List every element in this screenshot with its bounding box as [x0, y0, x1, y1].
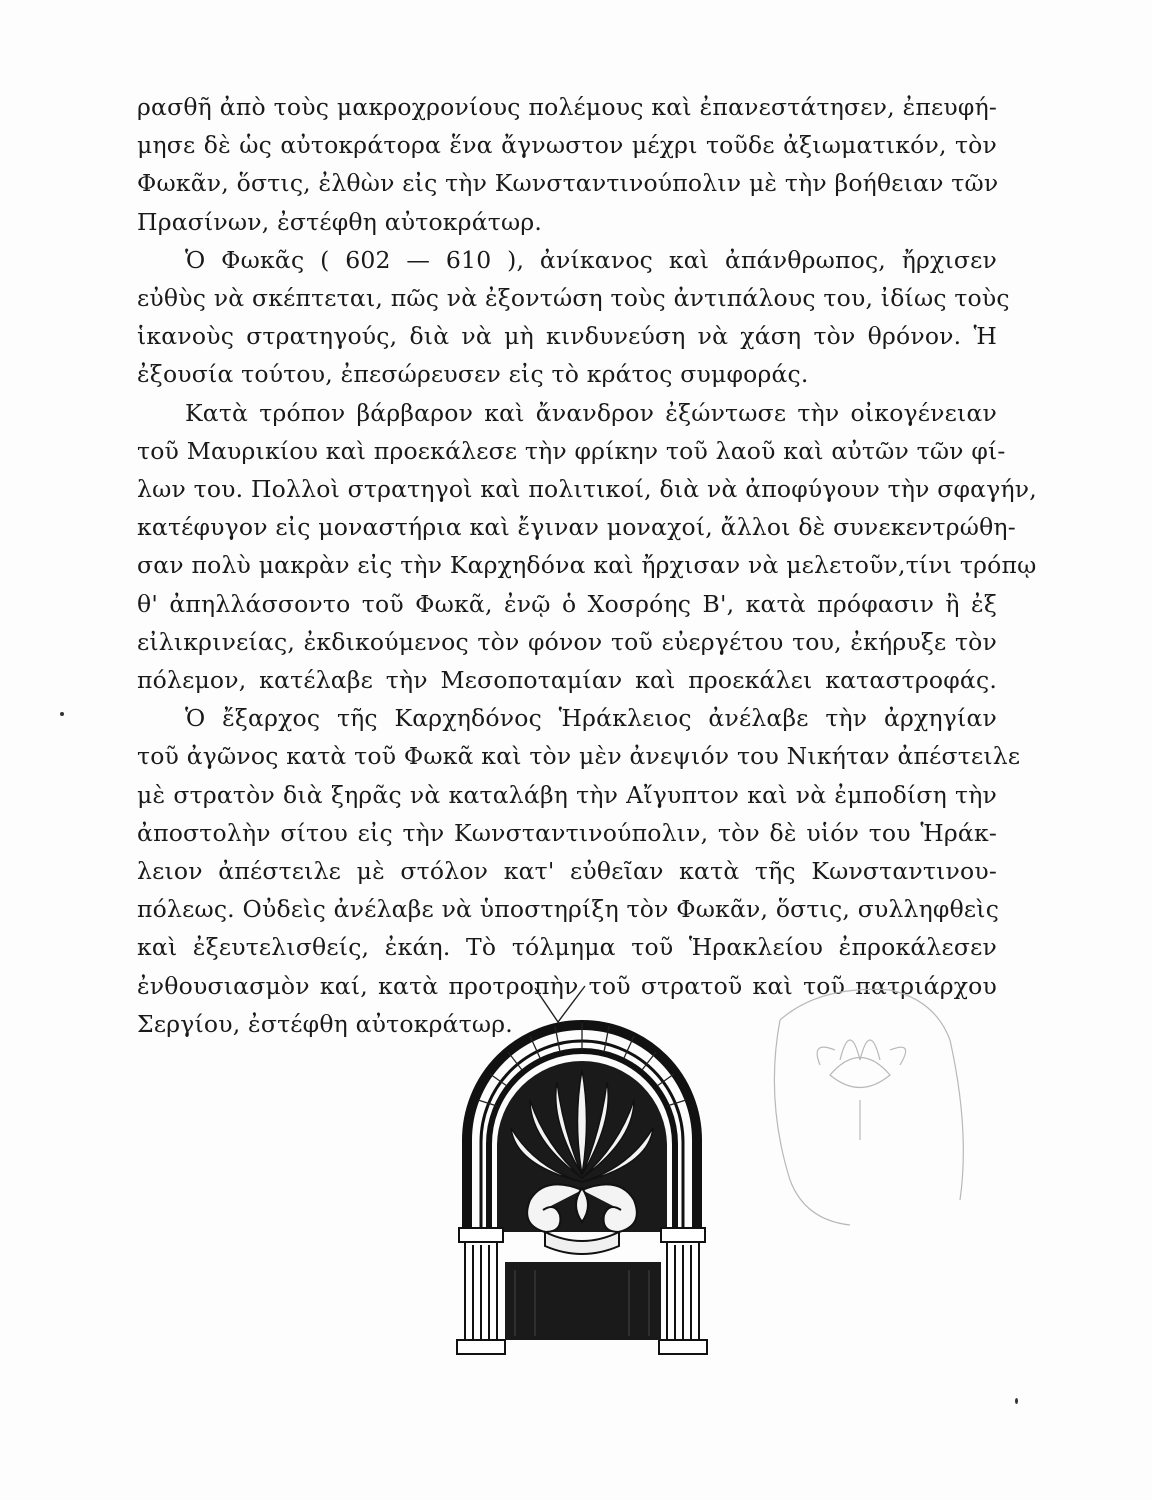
text-line: ἐνθουσιασμὸν καί, κατὰ προτροπὴν τοῦ στρατοῦ καὶ τοῦ πατριάρχου: [137, 971, 997, 1000]
text-line: Πρασίνων, ἐστέφθη αὐτοκράτωρ.: [137, 207, 543, 236]
text-line: τοῦ Μαυρικίου καὶ προεκάλεσε τὴν φρίκην τοῦ λαοῦ καὶ αὐτῶν τῶν φί-: [137, 436, 1006, 465]
text-line: τοῦ ἀγῶνος κατὰ τοῦ Φωκᾶ καὶ τὸν μὲν ἀνεψιόν του Νικήταν ἀπέστειλε: [137, 742, 1021, 771]
pencil-sketch-icon: [760, 980, 980, 1230]
text-line: ἐξουσία τούτου, ἐπεσώρευσεν εἰς τὸ κράτος συμφοράς.: [137, 360, 809, 389]
text-line: Φωκᾶν, ὅστις, ἐλθὼν εἰς τὴν Κωνσταντινούπολιν μὲ τὴν βοήθειαν τῶν: [137, 169, 999, 198]
text-line: κατέφυγον εἰς μοναστήρια καὶ ἔγιναν μοναχοί, ἄλλοι δὲ συνεκεντρώθη-: [137, 513, 1016, 542]
text-line: μὲ στρατὸν διὰ ξηρᾶς νὰ καταλάβη τὴν Αἴγυπτον καὶ νὰ ἐμποδίση τὴν: [137, 780, 997, 809]
scan-speck: [60, 712, 64, 716]
text-line: εἰλικρινείας, ἐκδικούμενος τὸν φόνον τοῦ εὐεργέτου του, ἐκήρυξε τὸν: [137, 627, 997, 656]
text-line: Ὁ Φωκᾶς ( 602 — 610 ), ἀνίκανος καὶ ἀπάνθρωπος, ἤρχισεν: [185, 245, 997, 274]
text-line: Σεργίου, ἐστέφθη αὐτοκράτωρ.: [137, 1009, 513, 1038]
text-line: εὐθὺς νὰ σκέπτεται, πῶς νὰ ἐξοντώση τοὺς ἀντιπάλους του, ἰδίως τοὺς: [137, 284, 1010, 313]
text-line: σαν πολὺ μακρὰν εἰς τὴν Καρχηδόνα καὶ ἤρχισαν νὰ μελετοῦν,τίνι τρόπῳ: [137, 551, 1037, 580]
text-line: λειον ἀπέστειλε μὲ στόλον κατ' εὐθεῖαν κατὰ τῆς Κωνσταντινου-: [137, 857, 997, 886]
text-line: Ὁ ἔξαρχος τῆς Καρχηδόνος Ἡράκλειος ἀνέλαβε τὴν ἀρχηγίαν: [185, 704, 997, 733]
scan-speck: [1015, 1398, 1018, 1404]
text-line: πόλεως. Οὐδεὶς ἀνέλαβε νὰ ὑποστηρίξη τὸν Φωκᾶν, ὅστις, συλληφθεὶς: [137, 895, 1000, 924]
text-line: ἀποστολὴν σίτου εἰς τὴν Κωνσταντινούπολιν, τὸν δὲ υἱόν του Ἡράκ-: [137, 818, 997, 847]
text-line: λων του. Πολλοὶ στρατηγοὶ καὶ πολιτικοί, διὰ νὰ ἀποφύγουν τὴν σφαγήν,: [137, 475, 1037, 504]
arched-palmette-ornament-icon: [445, 1000, 720, 1360]
text-line: ρασθῆ ἀπὸ τοὺς μακροχρονίους πολέμους καὶ ἐπανεστάτησεν, ἐπευφή-: [137, 93, 997, 121]
body-text: [137, 88, 1037, 1043]
text-line: καὶ ἐξευτελισθείς, ἐκάη. Τὸ τόλμημα τοῦ Ἡρακλείου ἐπροκάλεσεν: [137, 933, 997, 962]
text-line: μησε δὲ ὡς αὐτοκράτορα ἕνα ἄγνωστον μέχρι τοῦδε ἀξιωματικόν, τὸν: [137, 131, 997, 160]
text-line: θ' ἀπηλλάσσοντο τοῦ Φωκᾶ, ἐνῷ ὁ Χοσρόης Β', κατὰ πρόφασιν ἢ ἐξ: [137, 589, 997, 618]
text-line: πόλεμον, κατέλαβε τὴν Μεσοποταμίαν καὶ προεκάλει καταστροφάς.: [137, 666, 997, 695]
text-line: ἱκανοὺς στρατηγούς, διὰ νὰ μὴ κινδυνεύση νὰ χάση τὸν θρόνον. Ἡ: [137, 322, 997, 351]
text-line: Κατὰ τρόπον βάρβαρον καὶ ἄνανδρον ἐξώντωσε τὴν οἰκογένειαν: [185, 398, 997, 427]
